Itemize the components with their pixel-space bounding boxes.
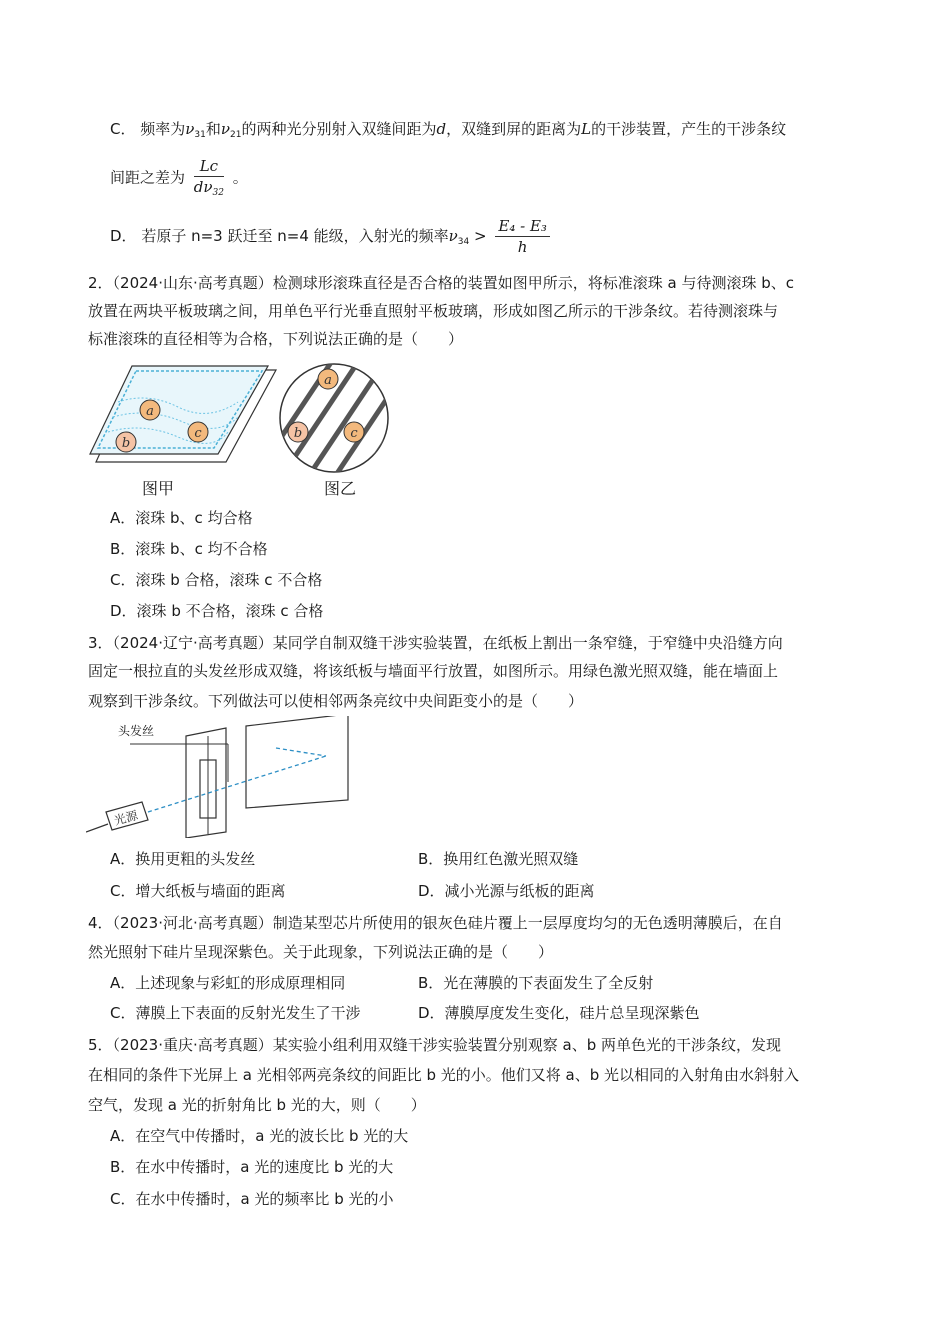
q5-stem-line2: 在相同的条件下光屏上 a 光相邻两亮条纹的间距比 b 光的小。他们又将 a、b 光以相同的入射角由水斜射入 xyxy=(88,1066,800,1084)
option-label: D． xyxy=(110,227,137,245)
q1-option-d xyxy=(110,216,554,257)
q4-option-c: C．薄膜上下表面的反射光发生了干涉 xyxy=(110,1004,361,1022)
subscript: 34 xyxy=(457,237,470,247)
ball-c-label: c xyxy=(194,426,202,441)
source-cord xyxy=(86,824,108,832)
q3-option-d: D．减小光源与纸板的距离 xyxy=(418,882,595,900)
q2-option-a: A．滚珠 b、c 均合格 xyxy=(110,509,253,527)
q4-option-a: A．上述现象与彩虹的形成原理相同 xyxy=(110,974,346,992)
q3-option-a: A．换用更粗的头发丝 xyxy=(110,850,256,868)
subscript: 21 xyxy=(230,130,242,140)
q4-stem-line1: 4．（2023·河北·高考真题）制造某型芯片所使用的银灰色硅片覆上一层厚度均匀的无色透明薄膜后，在自 xyxy=(88,914,783,932)
text: 和 xyxy=(205,120,221,138)
var-d: d xyxy=(436,120,447,138)
laser-beam xyxy=(276,748,326,756)
q1-option-c-line1 xyxy=(110,118,786,143)
q4-stem-line2: 然光照射下硅片呈现深紫色。关于此现象，下列说法正确的是（ ） xyxy=(88,943,554,961)
ball-a-label: a xyxy=(146,404,154,419)
q3-option-b: B．换用红色激光照双缝 xyxy=(418,850,579,868)
text: 若原子 n=3 跃迁至 n=4 能级，入射光的频率 xyxy=(141,227,449,245)
frac-numerator: E₄ - E₃ xyxy=(495,216,550,237)
frac-denominator: h xyxy=(517,238,528,256)
text: ，双缝到屏的距离为 xyxy=(446,120,582,138)
ball-a-label: a xyxy=(324,373,332,388)
frac-denominator xyxy=(194,177,224,200)
q2-option-b: B．滚珠 b、c 均不合格 xyxy=(110,540,268,558)
q1-option-c-line2 xyxy=(110,156,248,200)
nu-symbol: ν xyxy=(448,227,458,245)
q3-option-c: C．增大纸板与墙面的距离 xyxy=(110,882,286,900)
wall-screen xyxy=(246,716,348,808)
q3-stem-line3: 观察到干涉条纹。下列做法可以使相邻两条亮纹中央间距变小的是（ ） xyxy=(88,692,584,710)
ball-b-label: b xyxy=(293,426,303,441)
frac-numerator: Lc xyxy=(194,156,224,177)
q3-stem-line1: 3．（2024·辽宁·高考真题）某同学自制双缝干涉实验装置，在纸板上割出一条窄缝，于窄缝中央沿缝方向 xyxy=(88,634,783,652)
figure-jia-caption: 图甲 xyxy=(142,479,175,498)
text: 的干涉装置，产生的干涉条纹 xyxy=(591,120,787,138)
q5-stem-line1: 5．（2023·重庆·高考真题）某实验小组利用双缝干涉实验装置分别观察 a、b 两单色光的干涉条纹，发现 xyxy=(88,1036,782,1054)
text: 。 xyxy=(232,168,248,187)
ball-c-label: c xyxy=(350,426,358,441)
q2-stem-line1: 2．（2024·山东·高考真题）检测球形滚珠直径是否合格的装置如图甲所示，将标准滚珠 a 与待测滚珠 b、c xyxy=(88,274,795,292)
q2-option-d: D．滚珠 b 不合格，滚珠 c 合格 xyxy=(110,602,324,620)
q4-option-b: B．光在薄膜的下表面发生了全反射 xyxy=(418,974,654,992)
nu-symbol: ν xyxy=(185,120,195,138)
light-source-label: 光源 xyxy=(112,808,140,828)
option-label: C． xyxy=(110,120,136,138)
figure-yi-caption: 图乙 xyxy=(324,479,357,498)
q5-option-c: C．在水中传播时，a 光的频率比 b 光的小 xyxy=(110,1190,394,1208)
text: 的两种光分别射入双缝间距为 xyxy=(241,120,437,138)
nu-symbol: ν xyxy=(220,120,230,138)
q5-stem-line3: 空气，发现 a 光的折射角比 b 光的大，则（ ） xyxy=(88,1096,426,1114)
fraction-lc-dnu32 xyxy=(194,156,224,200)
q2-stem-line3: 标准滚珠的直径相等为合格，下列说法正确的是（ ） xyxy=(88,330,464,348)
q5-option-a: A．在空气中传播时，a 光的波长比 b 光的大 xyxy=(110,1127,409,1145)
ball-b-label: b xyxy=(121,436,131,451)
text: 频率为 xyxy=(140,120,186,138)
figure-jia xyxy=(88,362,278,472)
text: 间距之差为 xyxy=(110,168,186,187)
subscript: 31 xyxy=(194,130,206,140)
text: > xyxy=(474,227,487,245)
figure-yi xyxy=(278,362,390,474)
q3-stem-line2: 固定一根拉直的头发丝形成双缝，将该纸板与墙面平行放置，如图所示。用绿色激光照双缝，能在墙面上 xyxy=(88,662,779,680)
hair-label: 头发丝 xyxy=(118,724,155,738)
den-text: dν xyxy=(193,178,213,196)
q2-option-c: C．滚珠 b 合格，滚珠 c 不合格 xyxy=(110,571,323,589)
fraction-energy xyxy=(495,216,550,257)
subscript: 32 xyxy=(212,188,224,198)
q5-option-b: B．在水中传播时，a 光的速度比 b 光的大 xyxy=(110,1158,394,1176)
q4-option-d: D．薄膜厚度发生变化，硅片总呈现深紫色 xyxy=(418,1004,700,1022)
q2-stem-line2: 放置在两块平板玻璃之间，用单色平行光垂直照射平板玻璃，形成如图乙所示的干涉条纹。若待测滚珠与 xyxy=(88,302,779,320)
var-L: L xyxy=(581,120,592,138)
